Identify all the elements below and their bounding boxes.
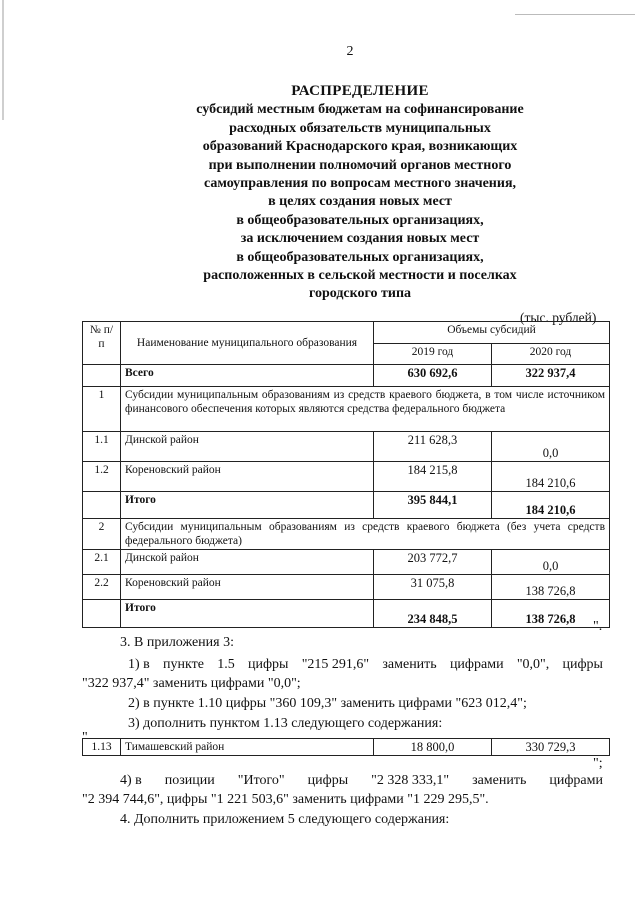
- table-section-row: [83, 519, 610, 550]
- item-1-line-1: [128, 657, 603, 673]
- table-row: [83, 739, 610, 756]
- paragraph-4: 4. Дополнить приложением 5 следующего содержания:: [120, 812, 450, 827]
- title-line: в целях создания новых мест: [268, 194, 452, 210]
- word: заменить: [382, 657, 437, 672]
- row-num: 2.1: [83, 550, 121, 575]
- subtotal-2019: 234 848,5: [374, 600, 492, 628]
- row-num: 2.2: [83, 575, 121, 600]
- section-text: Субсидии муниципальным образованиям из средств краевого бюджета, в том числе источником финансового обеспечения которых являются средства федерального бюджета: [121, 387, 610, 432]
- title-line: в общеобразовательных организациях,: [236, 249, 484, 265]
- title-line: расходных обязательств муниципальных: [229, 120, 491, 136]
- row-2019: 31 075,8: [374, 575, 492, 600]
- subtotal-label: Итого: [121, 492, 374, 519]
- row-2019: 211 628,3: [374, 432, 492, 462]
- word: заменить: [472, 773, 527, 788]
- row-name: Кореновский район: [121, 575, 374, 600]
- word: "Итого": [237, 773, 285, 788]
- subtotal-2020: 138 726,8: [492, 600, 610, 628]
- item-2: 2) в пункте 1.10 цифры "360 109,3" заменить цифрами "623 012,4";: [128, 696, 527, 711]
- row-2020: 0,0: [492, 432, 610, 462]
- word: "215 291,6": [301, 657, 370, 672]
- row-2020: 0,0: [492, 550, 610, 575]
- title-heading: РАСПРЕДЕЛЕНИЕ: [291, 83, 429, 99]
- row-num: 1.13: [83, 739, 121, 756]
- page-number: 2: [346, 44, 354, 59]
- row-name: Кореновский район: [121, 462, 374, 492]
- table-row-total: [83, 365, 610, 387]
- opening-quote: ": [82, 730, 88, 745]
- section-num: 1: [83, 387, 121, 432]
- row-2020: 184 210,6: [492, 462, 610, 492]
- scan-edge: [2, 0, 4, 120]
- word: "2 328 333,1": [371, 773, 450, 788]
- subsidy-table: [82, 321, 610, 628]
- section-text: Субсидии муниципальным образованиям из средств краевого бюджета (без учета средств федерального бюджета): [121, 519, 610, 550]
- section-num: 2: [83, 519, 121, 550]
- title-line: в общеобразовательных организациях,: [236, 212, 484, 228]
- word: "0,0",: [516, 657, 550, 672]
- row-2019: 184 215,8: [374, 462, 492, 492]
- table-section-row: [83, 387, 610, 432]
- table-row: [83, 550, 610, 575]
- word: цифры: [307, 773, 349, 788]
- title-line: при выполнении полномочий органов местного: [208, 157, 512, 173]
- row-name: Динской район: [121, 432, 374, 462]
- document-title: [160, 82, 560, 304]
- header-name: Наименование муниципального образования: [121, 322, 374, 365]
- word: 1) в: [128, 657, 150, 672]
- row-113-table: [82, 738, 610, 756]
- title-line: образований Краснодарского края, возникающих: [202, 139, 518, 155]
- word: цифрами: [549, 773, 603, 788]
- word: 4) в: [120, 773, 142, 788]
- row-2019: 18 800,0: [374, 739, 492, 756]
- total-label: Всего: [121, 365, 374, 387]
- subtotal-label: Итого: [121, 600, 374, 628]
- scan-mark: [515, 14, 635, 15]
- item-3: 3) дополнить пунктом 1.13 следующего содержания:: [128, 716, 443, 731]
- total-2020: 322 937,4: [492, 365, 610, 387]
- table-row: [83, 432, 610, 462]
- title-line: городского типа: [308, 286, 412, 302]
- header-year-2019: 2019 год: [374, 344, 492, 365]
- word: позиции: [164, 773, 215, 788]
- closing-quote-2: ";: [593, 756, 603, 771]
- title-line: субсидий местным бюджетам на софинансирование: [196, 102, 524, 118]
- header-volumes: Объемы субсидий: [374, 322, 610, 344]
- row-num: 1.1: [83, 432, 121, 462]
- word: 1.5: [217, 657, 235, 672]
- title-line: за исключением создания новых мест: [240, 231, 480, 247]
- total-2019: 630 692,6: [374, 365, 492, 387]
- title-line: самоуправления по вопросам местного значения,: [203, 176, 517, 192]
- table-row: [83, 462, 610, 492]
- word: пункте: [163, 657, 204, 672]
- table-row-subtotal: [83, 600, 610, 628]
- item-4-line-1: [120, 773, 603, 789]
- row-num: 1.2: [83, 462, 121, 492]
- table-row: [83, 575, 610, 600]
- word: цифрами: [449, 657, 504, 672]
- subtotal-2019: 395 844,1: [374, 492, 492, 519]
- subtotal-2020: 184 210,6: [492, 492, 610, 519]
- header-year-2020: 2020 год: [492, 344, 610, 365]
- title-line: расположенных в сельской местности и поселках: [203, 268, 517, 284]
- row-name: Динской район: [121, 550, 374, 575]
- row-2020: 330 729,3: [492, 739, 610, 756]
- row-2020: 138 726,8: [492, 575, 610, 600]
- header-num: № п/п: [83, 322, 121, 365]
- unit-label: (тыс. рублей): [520, 310, 597, 325]
- item-1-line-2: "322 937,4" заменить цифрами "0,0";: [82, 676, 301, 691]
- table-row-subtotal: [83, 492, 610, 519]
- word: цифры: [247, 657, 289, 672]
- row-name: Тимашевский район: [121, 739, 374, 756]
- paragraph-3: 3. В приложения 3:: [120, 635, 234, 650]
- closing-quote: ".: [593, 619, 603, 634]
- item-4-line-2: "2 394 744,6", цифры "1 221 503,6" заменить цифрами "1 229 295,5".: [82, 792, 489, 807]
- row-2019: 203 772,7: [374, 550, 492, 575]
- word: цифры: [562, 657, 603, 672]
